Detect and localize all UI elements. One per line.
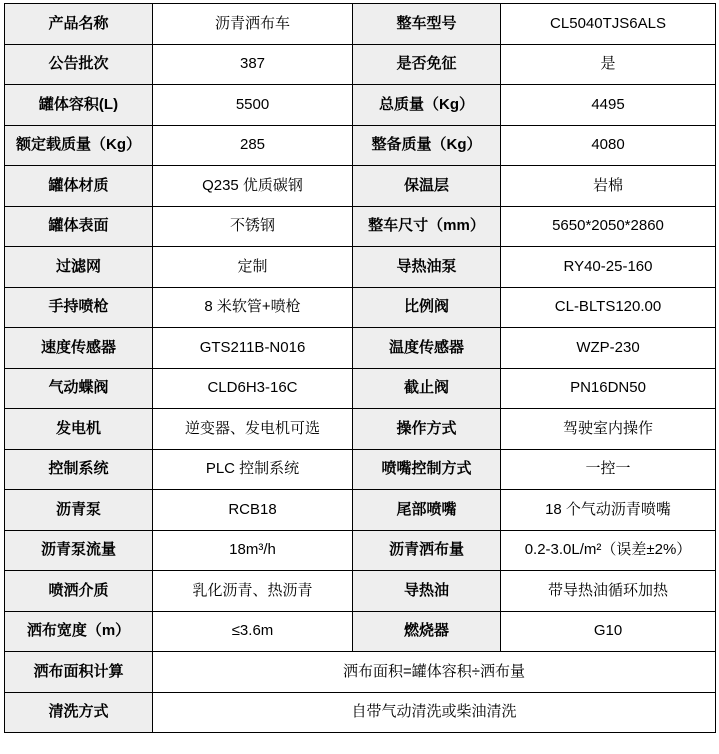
row-value-speed-sensor: GTS211B-N016 bbox=[153, 328, 353, 369]
row-value-tank-material: Q235 优质碳钢 bbox=[153, 166, 353, 207]
row-value-vehicle-dimensions: 5650*2050*2860 bbox=[501, 206, 716, 247]
row-label-spray-rate: 沥青洒布量 bbox=[353, 530, 501, 571]
row-value-curb-mass: 4080 bbox=[501, 125, 716, 166]
row-value-burner: G10 bbox=[501, 611, 716, 652]
row-label-vehicle-model: 整车型号 bbox=[353, 4, 501, 45]
vehicle-spec-table bbox=[4, 3, 716, 733]
table-row bbox=[5, 287, 716, 328]
row-value-thermal-oil: 带导热油循环加热 bbox=[501, 571, 716, 612]
row-value-operation-mode: 驾驶室内操作 bbox=[501, 409, 716, 450]
table-row bbox=[5, 490, 716, 531]
row-label-control-system: 控制系统 bbox=[5, 449, 153, 490]
row-value-proportional-valve: CL-BLTS120.00 bbox=[501, 287, 716, 328]
row-value-spray-area-calculation: 洒布面积=罐体容积÷洒布量 bbox=[153, 652, 716, 693]
table-row bbox=[5, 206, 716, 247]
row-label-thermal-oil: 导热油 bbox=[353, 571, 501, 612]
row-label-tax-exempt: 是否免征 bbox=[353, 44, 501, 85]
row-label-nozzle-control-mode: 喷嘴控制方式 bbox=[353, 449, 501, 490]
row-label-curb-mass: 整备质量（Kg） bbox=[353, 125, 501, 166]
row-label-tank-volume: 罐体容积(L) bbox=[5, 85, 153, 126]
table-row bbox=[5, 44, 716, 85]
table-row bbox=[5, 692, 716, 733]
row-value-generator: 逆变器、发电机可选 bbox=[153, 409, 353, 450]
table-row bbox=[5, 125, 716, 166]
row-value-control-system: PLC 控制系统 bbox=[153, 449, 353, 490]
row-value-spray-rate: 0.2-3.0L/m²（误差±2%） bbox=[501, 530, 716, 571]
row-label-spray-area-calculation: 洒布面积计算 bbox=[5, 652, 153, 693]
row-value-filter-screen: 定制 bbox=[153, 247, 353, 288]
row-value-cleaning-method: 自带气动清洗或柴油清洗 bbox=[153, 692, 716, 733]
row-value-tank-volume: 5500 bbox=[153, 85, 353, 126]
row-value-spray-width: ≤3.6m bbox=[153, 611, 353, 652]
row-label-spray-width: 洒布宽度（m） bbox=[5, 611, 153, 652]
row-value-rated-load: 285 bbox=[153, 125, 353, 166]
row-label-speed-sensor: 速度传感器 bbox=[5, 328, 153, 369]
row-value-handheld-spray-gun: 8 米软管+喷枪 bbox=[153, 287, 353, 328]
row-value-gross-mass: 4495 bbox=[501, 85, 716, 126]
row-label-gross-mass: 总质量（Kg） bbox=[353, 85, 501, 126]
row-label-announcement-batch: 公告批次 bbox=[5, 44, 153, 85]
row-value-temperature-sensor: WZP-230 bbox=[501, 328, 716, 369]
row-value-tank-surface: 不锈钢 bbox=[153, 206, 353, 247]
row-label-product-name: 产品名称 bbox=[5, 4, 153, 45]
row-value-stop-valve: PN16DN50 bbox=[501, 368, 716, 409]
row-value-thermal-oil-pump: RY40-25-160 bbox=[501, 247, 716, 288]
row-value-announcement-batch: 387 bbox=[153, 44, 353, 85]
row-label-stop-valve: 截止阀 bbox=[353, 368, 501, 409]
row-label-handheld-spray-gun: 手持喷枪 bbox=[5, 287, 153, 328]
row-label-proportional-valve: 比例阀 bbox=[353, 287, 501, 328]
row-label-tank-material: 罐体材质 bbox=[5, 166, 153, 207]
table-row bbox=[5, 166, 716, 207]
row-label-asphalt-pump-flow: 沥青泵流量 bbox=[5, 530, 153, 571]
row-label-insulation-layer: 保温层 bbox=[353, 166, 501, 207]
row-label-rear-nozzle: 尾部喷嘴 bbox=[353, 490, 501, 531]
table-row bbox=[5, 328, 716, 369]
row-value-insulation-layer: 岩棉 bbox=[501, 166, 716, 207]
row-label-generator: 发电机 bbox=[5, 409, 153, 450]
row-label-burner: 燃烧器 bbox=[353, 611, 501, 652]
spec-table-body bbox=[5, 4, 716, 733]
table-row bbox=[5, 368, 716, 409]
row-value-pneumatic-butterfly-valve: CLD6H3-16C bbox=[153, 368, 353, 409]
row-label-cleaning-method: 清洗方式 bbox=[5, 692, 153, 733]
row-value-vehicle-model: CL5040TJS6ALS bbox=[501, 4, 716, 45]
table-row bbox=[5, 409, 716, 450]
row-label-pneumatic-butterfly-valve: 气动蝶阀 bbox=[5, 368, 153, 409]
row-label-operation-mode: 操作方式 bbox=[353, 409, 501, 450]
table-row bbox=[5, 652, 716, 693]
row-label-spray-medium: 喷洒介质 bbox=[5, 571, 153, 612]
table-row bbox=[5, 611, 716, 652]
row-value-asphalt-pump-flow: 18m³/h bbox=[153, 530, 353, 571]
table-row bbox=[5, 85, 716, 126]
table-row bbox=[5, 530, 716, 571]
row-value-tax-exempt: 是 bbox=[501, 44, 716, 85]
row-label-thermal-oil-pump: 导热油泵 bbox=[353, 247, 501, 288]
row-label-filter-screen: 过滤网 bbox=[5, 247, 153, 288]
row-value-asphalt-pump: RCB18 bbox=[153, 490, 353, 531]
row-value-product-name: 沥青洒布车 bbox=[153, 4, 353, 45]
row-label-tank-surface: 罐体表面 bbox=[5, 206, 153, 247]
table-row bbox=[5, 449, 716, 490]
row-label-asphalt-pump: 沥青泵 bbox=[5, 490, 153, 531]
row-label-temperature-sensor: 温度传感器 bbox=[353, 328, 501, 369]
row-value-nozzle-control-mode: 一控一 bbox=[501, 449, 716, 490]
row-label-vehicle-dimensions: 整车尺寸（mm） bbox=[353, 206, 501, 247]
table-row bbox=[5, 571, 716, 612]
row-value-rear-nozzle: 18 个气动沥青喷嘴 bbox=[501, 490, 716, 531]
table-row bbox=[5, 4, 716, 45]
row-value-spray-medium: 乳化沥青、热沥青 bbox=[153, 571, 353, 612]
table-row bbox=[5, 247, 716, 288]
row-label-rated-load: 额定载质量（Kg） bbox=[5, 125, 153, 166]
